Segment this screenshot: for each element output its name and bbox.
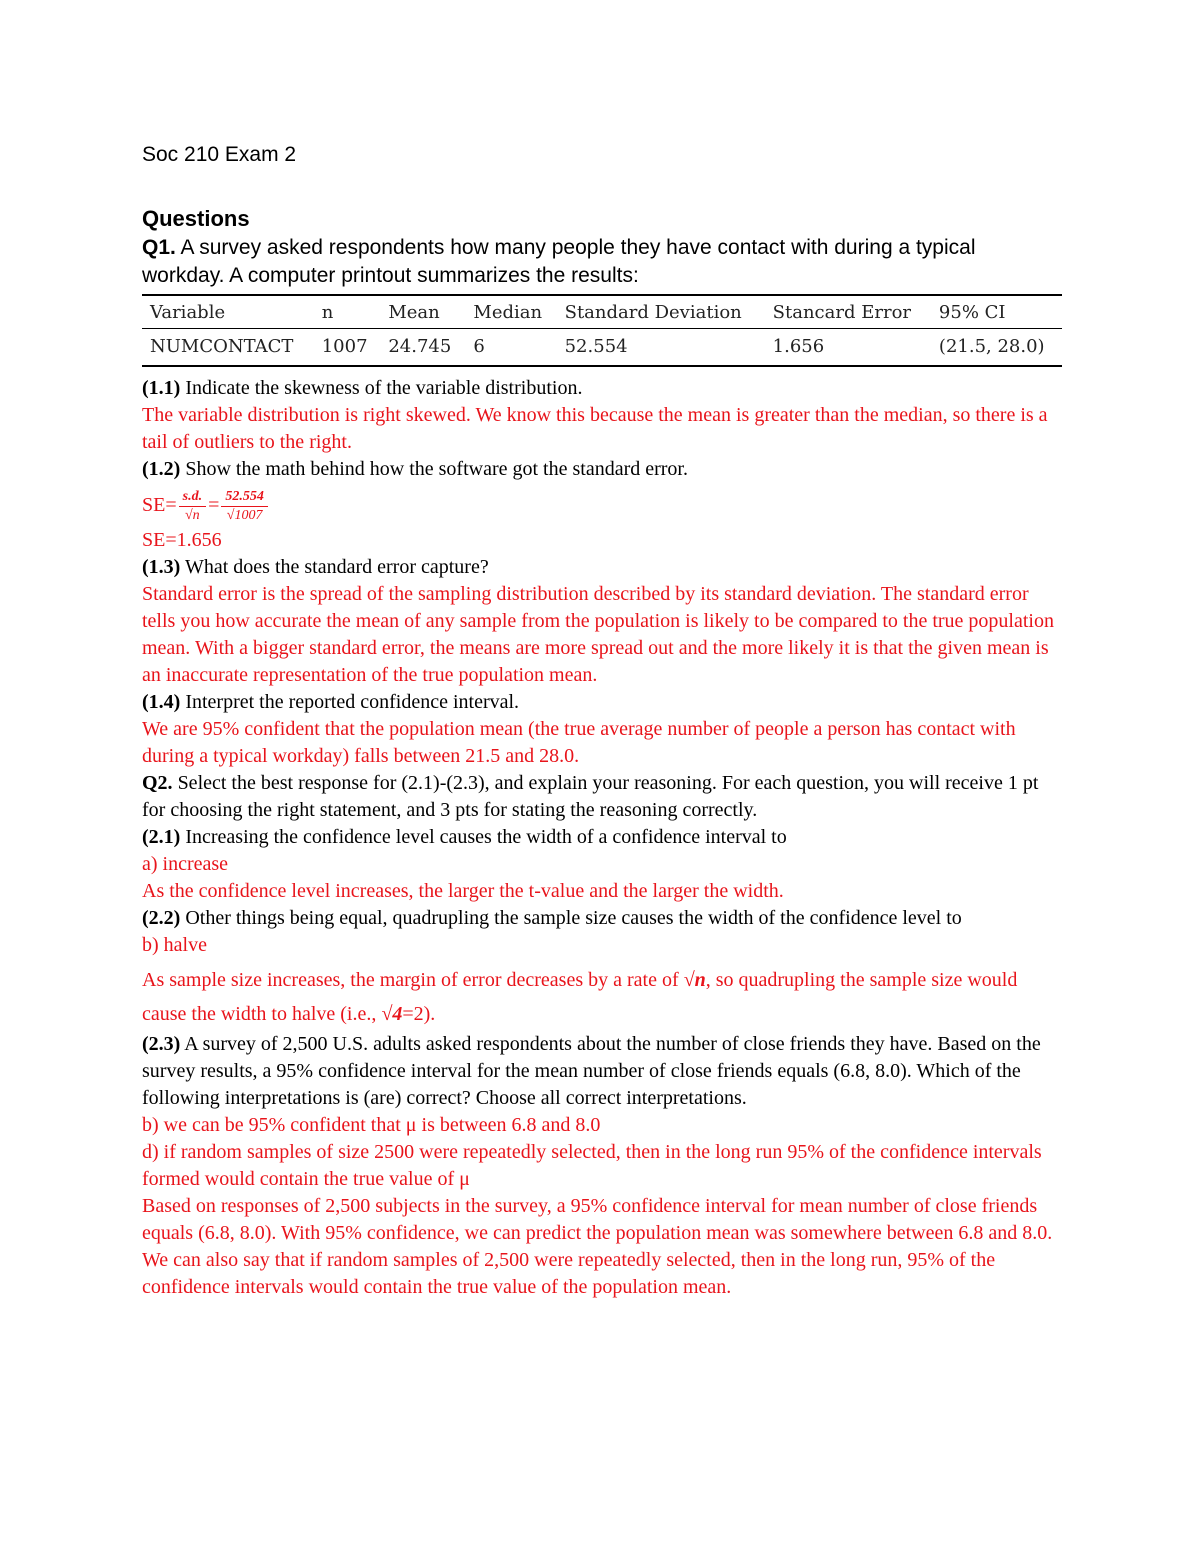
document-page: [142, 140, 1062, 1301]
q1-2-question: [142, 456, 1062, 483]
q2-3-text: A survey of 2,500 U.S. adults asked respondents about the number of close friends they have. Based on the survey results, a 95% confidence interval for the mean number of close friends equals (6.8, 8.0). Which of the following interpretations is (are) correct? Choose all correct interpretations.: [142, 1033, 1041, 1109]
q2-2-answer-part: As sample size increases, the margin of error decreases by a rate of: [142, 969, 684, 991]
frac-denominator: √1007: [226, 507, 263, 523]
sqrt-4: √4: [381, 1003, 403, 1025]
q1-1-answer: The variable distribution is right skewed. We know this because the mean is greater than the median, so there is a tail of outliers to the right.: [142, 404, 1048, 453]
q2-2-choice: b) halve: [142, 934, 207, 956]
q1-3-label: (1.3): [142, 556, 181, 578]
q1-text: A survey asked respondents how many people they have contact with during a typical workday. A computer printout summarizes the results:: [142, 236, 976, 287]
q2-3-answer: Based on responses of 2,500 subjects in the survey, a 95% confidence interval for mean number of close friends equals (6.8, 8.0). With 95% confidence, we can predict the population mean was somewhere between 6.8 and 8.0. We can also say that if random samples of 2,500 were repeatedly selected, then in the long run, 95% of the confidence intervals would contain the true value of the population mean.: [142, 1195, 1053, 1298]
frac-numerator: s.d.: [179, 488, 206, 507]
q2-1-question: [142, 824, 1062, 851]
q1-intro: [142, 234, 1062, 290]
q2-label: Q2.: [142, 772, 173, 794]
q2-intro: [142, 770, 1062, 824]
value-fraction: [221, 488, 268, 525]
q2-text: Select the best response for (2.1)-(2.3), and explain your reasoning. For each question, you will receive 1 pt for choosing the right statement, and 3 pts for stating the reasoning correctly.: [142, 772, 1039, 821]
q2-1-label: (2.1): [142, 826, 181, 848]
q2-2-answer-part: , so quadrupling the sample size would cause the width to halve (i.e.,: [142, 969, 1018, 1025]
table-cell: 24.745: [380, 329, 465, 367]
q1-1-label: (1.1): [142, 377, 181, 399]
q2-3-choice-d: d) if random samples of size 2500 were repeatedly selected, then in the long run 95% of the confidence intervals formed would contain the true value of μ: [142, 1141, 1042, 1190]
table-header: Stancard Error: [765, 295, 931, 329]
table-row: [142, 329, 1062, 367]
q1-1-question: [142, 375, 1062, 402]
q1-2-label: (1.2): [142, 458, 181, 480]
table-header: 95% CI: [931, 295, 1062, 329]
q2-3-choice-b: b) we can be 95% confident that μ is between 6.8 and 8.0: [142, 1114, 601, 1136]
document-title: Soc 210 Exam 2: [142, 143, 297, 166]
table-header: Variable: [142, 295, 314, 329]
q1-3-answer: Standard error is the spread of the sampling distribution described by its standard deviation. The standard error tells you how accurate the mean of any sample from the population is likely to be compared to the true population mean. With a bigger standard error, the means are more spread out and the more likely it is that the given mean is an inaccurate representation of the true population mean.: [142, 583, 1054, 686]
q2-1-answer: As the confidence level increases, the larger the t-value and the larger the width.: [142, 880, 784, 902]
q2-2-text: Other things being equal, quadrupling the sample size causes the width of the confidence level to: [180, 907, 962, 929]
table-cell: 6: [465, 329, 556, 367]
q2-2-answer-part: =2).: [402, 1003, 436, 1025]
se-formula: [142, 483, 1062, 527]
summary-table: [142, 294, 1062, 367]
table-header-row: [142, 295, 1062, 329]
frac-denominator: √n: [185, 507, 200, 523]
table-header: Median: [465, 295, 556, 329]
table-cell: (21.5, 28.0): [931, 329, 1062, 367]
q1-4-question: [142, 689, 1062, 716]
q1-4-text: Interpret the reported confidence interval.: [180, 691, 520, 713]
q1-label: Q1.: [142, 236, 176, 259]
table-header: Mean: [380, 295, 465, 329]
q2-3-label: (2.3): [142, 1033, 181, 1055]
table-header: Standard Deviation: [557, 295, 765, 329]
q1-2-text: Show the math behind how the software got the standard error.: [180, 458, 688, 480]
table-cell: 1.656: [765, 329, 931, 367]
q2-2-answer: [142, 963, 1062, 1031]
equals-sign: =: [208, 494, 220, 516]
q2-2-label: (2.2): [142, 907, 181, 929]
se-result: SE=1.656: [142, 529, 222, 551]
se-prefix: SE=: [142, 494, 177, 516]
q2-2-question: [142, 905, 1062, 932]
sd-over-sqrt-n: [179, 488, 206, 525]
frac-numerator: 52.554: [221, 488, 268, 507]
table-cell: NUMCONTACT: [142, 329, 314, 367]
q2-3-question: [142, 1031, 1062, 1112]
q1-4-label: (1.4): [142, 691, 181, 713]
q1-1-text: Indicate the skewness of the variable distribution.: [180, 377, 583, 399]
sqrt-n: √n: [683, 969, 706, 991]
q1-3-text: What does the standard error capture?: [180, 556, 489, 578]
q1-3-question: [142, 554, 1062, 581]
table-cell: 52.554: [557, 329, 765, 367]
table-cell: 1007: [314, 329, 381, 367]
q1-4-answer: We are 95% confident that the population mean (the true average number of people a person has contact with during a typical workday) falls between 21.5 and 28.0.: [142, 718, 1016, 767]
q2-1-choice: a) increase: [142, 853, 229, 875]
q2-1-text: Increasing the confidence level causes the width of a confidence interval to: [180, 826, 787, 848]
section-heading: Questions: [142, 206, 250, 231]
table-header: n: [314, 295, 381, 329]
